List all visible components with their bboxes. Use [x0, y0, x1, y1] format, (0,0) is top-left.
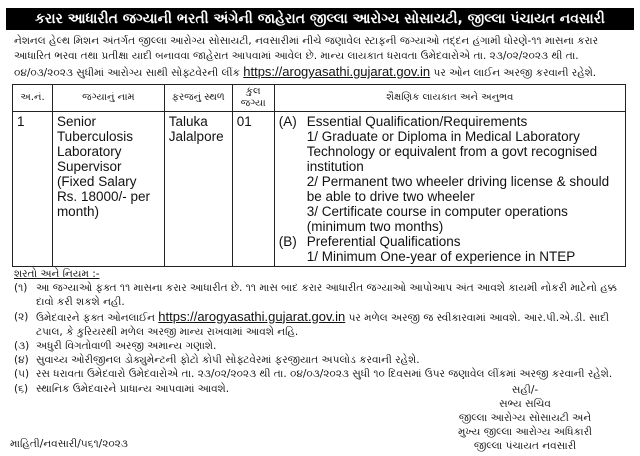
- cell-post: Senior Tuberculosis Laboratory Supervisor (Fixed Salary Rs. 18000/- per month): [52, 112, 164, 267]
- intro-text: ૦૪/૦૩/૨૦૨૩ સુધીમાં આરોગ્ય સાથી સોફ્ટવેરની લીંક: [14, 67, 240, 79]
- advertisement-page: [6, 6, 634, 450]
- terms-heading: શરતો અને નિયમ :-: [14, 268, 100, 280]
- preferential-letter: (B): [278, 234, 297, 249]
- footer-reference: માહિતી/નવસારી/૫૬૧/૨૦૨૩: [10, 438, 128, 450]
- list-item: [14, 367, 630, 381]
- intro-text: પર ઓન લાઈન અરજી કરવાની રહેશે.: [433, 67, 597, 79]
- cell-place: Taluka Jalalpore: [164, 112, 232, 267]
- header-sr: અ.નં.: [13, 85, 53, 112]
- arogyasathi-link[interactable]: https://arogyasathi.gujarat.gov.in: [158, 308, 346, 324]
- list-item: [14, 310, 630, 339]
- term-text: સુવાચ્ય ઓરીજીનલ ડોક્યુમેન્ટની ફોટો કોપી સોફ્ટવેરમાં ફરજીયાત અપલોડ કરવાની રહેશે.: [36, 354, 420, 367]
- term-text: રસ ધરાવતા ઉમેદવારો ઉમેદવારોએ તા. ૨૩/૦૨/૨૦૨૩ થી તા. ૦૪/૦૩/૨૦૨૩ સુધી ૧૦ દિવસમાં ઉપર જણાવેલ લીંકમાં અરજી કરવાની રહેશે.: [36, 368, 613, 381]
- list-item: [14, 339, 630, 353]
- term-number: (૫): [14, 368, 30, 381]
- essential-title: Essential Qualification/Requirements: [306, 114, 528, 129]
- term-number: (૧): [14, 282, 28, 295]
- page-title: કરાર આધારીત જગ્યાની ભરતી અંગેની જાહેરાત જીલ્લા આરોગ્ય સોસાયટી, જીલ્લા પંચાયત નવસારી: [6, 8, 634, 30]
- preferential-title: Preferential Qualifications: [306, 234, 461, 249]
- header-post: જગ્યાનું નામ: [52, 85, 164, 112]
- cell-sr: 1: [13, 112, 53, 267]
- table-row: [13, 112, 626, 267]
- list-item: [14, 281, 630, 309]
- signature-line: મુખ્ય જીલ્લા આરોગ્ય અધિકારી: [457, 426, 593, 438]
- preferential-qualification: [279, 234, 621, 264]
- intro-paragraph: [14, 34, 630, 81]
- arogyasathi-link[interactable]: https://arogyasathi.gujarat.gov.in: [243, 64, 431, 79]
- term-text: પર મળેલ અરજી જ સ્વીકારવામાં આવશે. આર.પી.એ.ડી. સાદી ટપાલ, કે કુરિયરથી મળેલ અરજી માન્ય રાખવામાં આવશે નહિ.: [36, 311, 609, 338]
- list-item: [14, 353, 630, 367]
- signature-line: સભ્ય સચિવ: [499, 398, 551, 410]
- intro-line: આધારિત ભરવા તથા પ્રતીક્ષા યાદી બનાવવા જાહેરાત આપવામાં આવેલ છે. માન્ય લાયકાત ધરાવતા ઉમેદવારોએ તા. ૨૩/૦૨/૨૦૨૩ થી તા.: [14, 50, 579, 62]
- signature-line: જીલ્લા પંચાયત નવસારી: [473, 440, 577, 452]
- header-count: કુલ જગ્યા: [232, 85, 274, 112]
- essential-item: 1/ Graduate or Diploma in Medical Laboratory Technology or equivalent from a govt recognised institution: [306, 129, 598, 174]
- signature-line: જીલ્લા આરોગ્ય સોસાયટી અને: [458, 412, 592, 424]
- intro-line: નેશનલ હેલ્થ મિશન અંતર્ગત જીલ્લા આરોગ્ય સોસાયટી, નવસારીમાં નીચે જણાવેલ સ્ટાફની જગ્યાઓ તદ્દન હંગામી ધોરણે-૧૧ માસના કરાર: [14, 35, 599, 47]
- essential-item: 3/ Certificate course in computer operations (minimum two months): [306, 204, 568, 234]
- intro-line: [14, 64, 630, 81]
- term-text: ઉમેદવારને ફક્ત ઓનલાઈન: [36, 311, 155, 324]
- essential-item: 2/ Permanent two wheeler driving license & should be able to drive two wheeler: [306, 174, 610, 204]
- essential-qualification: [279, 114, 621, 234]
- signature-line: સહી/-: [511, 384, 539, 396]
- term-text: સ્થાનિક ઉમેદવારને પ્રાધાન્ય આપવામાં આવશે.: [36, 382, 230, 395]
- signature-block: [420, 383, 630, 453]
- cell-count: 01: [232, 112, 274, 267]
- essential-letter: (A): [278, 114, 297, 129]
- posts-table: [12, 84, 626, 267]
- cell-qualification: [274, 112, 625, 267]
- term-text: આ જગ્યાઓ ફક્ત ૧૧ માસના કરાર આધારીત છે. ૧૧ માસ બાદ કરાર આધારીત જગ્યાઓ આપોઆપ અંત આવશે કાયમી નોકરી માટેનો હક્ક દાવો કરી શકશે નહી.: [36, 282, 617, 309]
- table-header-row: [13, 85, 626, 112]
- term-text: અધુરી વિગતોવાળી અરજી અમાન્ય ગણાશે.: [36, 340, 217, 353]
- term-number: (૩): [14, 340, 30, 353]
- header-place: ફરજનું સ્થળ: [164, 85, 232, 112]
- term-number: (૨): [14, 310, 29, 323]
- header-qualification: શૈક્ષણિક લાયકાત અને અનુભવ: [274, 85, 625, 112]
- term-number: (૪): [14, 354, 29, 367]
- terms-section: [14, 267, 630, 396]
- preferential-item: 1/ Minimum One-year of experience in NTEP: [306, 249, 576, 264]
- term-number: (૬): [14, 382, 29, 395]
